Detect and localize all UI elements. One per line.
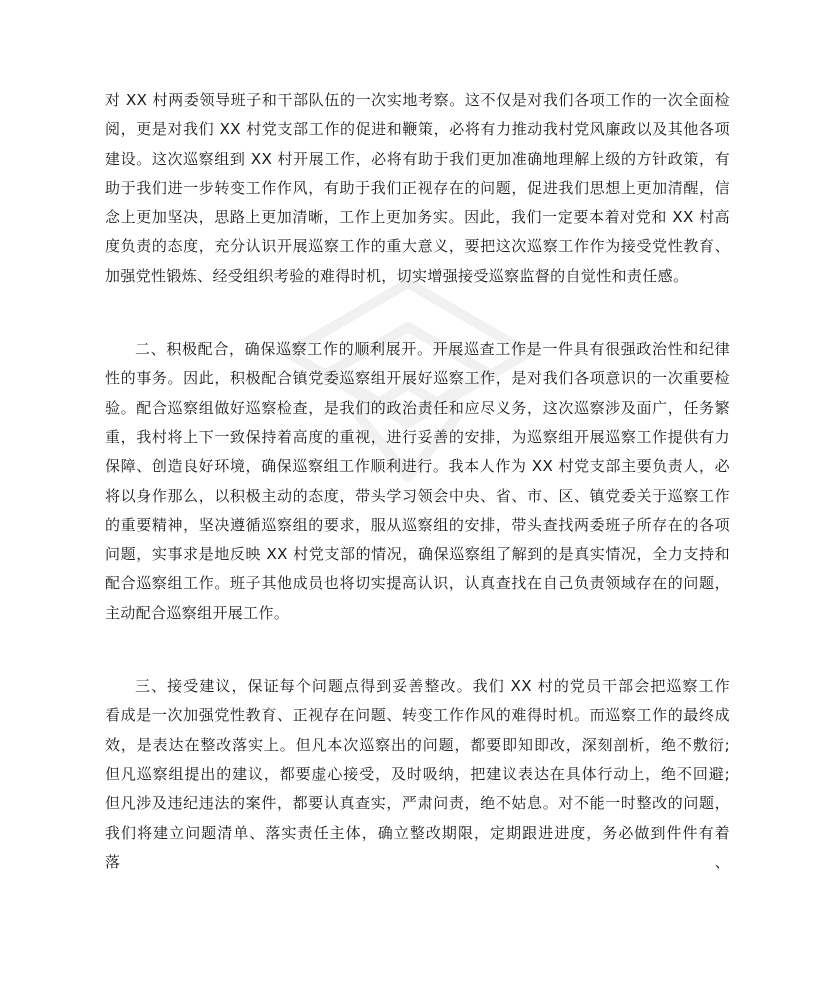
text-line: 的重要精神，坚决遵循巡察组的要求，服从巡察组的安排，带头查找两委班子所存在的各项 xyxy=(105,515,730,534)
text-line: 二、积极配合，确保巡察工作的顺利展开。开展巡查工作是一件具有很强政治性和纪律 xyxy=(135,340,730,359)
text-line: 将以身作那么，以积极主动的态度，带头学习领会中央、省、市、区、镇党委关于巡察工作 xyxy=(105,486,730,505)
text-line: 念上更加坚决，思路上更加清晰，工作上更加务实。因此，我们一定要本着对党和 XX 村高 xyxy=(105,208,730,227)
text-line: 配合巡察组工作。班子其他成员也将切实提高认识，认真查找在自己负责领域存在的问题， xyxy=(105,574,730,593)
text-line: 助于我们进一步转变工作作风，有助于我们正视存在的问题，促进我们思想上更加清醒，信 xyxy=(105,178,730,197)
text-line: 三、接受建议，保证每个问题点得到妥善整改。我们 XX 村的党员干部会把巡察工作 xyxy=(135,677,730,696)
text-line: 性的事务。因此，积极配合镇党委巡察组开展好巡察工作，是对我们各项意识的一次重要检 xyxy=(105,369,730,388)
text-line: 对 XX 村两委领导班子和干部队伍的一次实地考察。这不仅是对我们各项工作的一次全面检 xyxy=(105,91,730,109)
text-line: 验。配合巡察组做好巡察检查，是我们的政治责任和应尽义务，这次巡察涉及面广，任务繁 xyxy=(105,398,730,417)
text-line: 问题，实事求是地反映 XX 村党支部的情况，确保巡察组了解到的是真实情况，全力支持和 xyxy=(105,545,730,564)
paragraph-1 xyxy=(105,86,730,291)
text-line: 阅，更是对我们 XX 村党支部工作的促进和鞭策，必将有力推动我村党风廉政以及其他各项 xyxy=(105,120,730,139)
text-line: 我们将建立问题清单、落实责任主体，确立整改期限，定期跟进进度，务必做到件件有着落、 xyxy=(105,823,730,871)
text-line: 建设。这次巡察组到 XX 村开展工作，必将有助于我们更加准确地理解上级的方针政策，有 xyxy=(105,149,730,168)
paragraph-3-rectification xyxy=(105,672,730,877)
text-line: 度负责的态度，充分认识开展巡察工作的重大意义，要把这次巡察工作作为接受党性教育、 xyxy=(105,237,730,256)
text-line: 看成是一次加强党性教育、正视存在问题、转变工作作风的难得时机。而巡察工作的最终成 xyxy=(105,706,730,725)
text-line: 重，我村将上下一致保持着高度的重视，进行妥善的安排，为巡察组开展巡察工作提供有力 xyxy=(105,427,730,446)
text-line: 保障、创造良好环境，确保巡察组工作顺利进行。我本人作为 XX 村党支部主要负责人，必 xyxy=(105,457,730,476)
document-body xyxy=(105,86,730,877)
text-line: 主动配合巡察组开展工作。 xyxy=(105,603,290,622)
text-line: 效，是表达在整改落实上。但凡本次巡察出的问题，都要即知即改，深刻剖析，绝不敷衍; xyxy=(105,735,730,754)
text-line: 但凡巡察组提出的建议，都要虚心接受，及时吸纳，把建议表达在具体行动上，绝不回避; xyxy=(105,764,730,783)
text-line: 但凡涉及违纪违法的案件，都要认真查实，严肃问责，绝不姑息。对不能一时整改的问题， xyxy=(105,794,730,813)
text-line: 加强党性锻炼、经受组织考验的难得时机，切实增强接受巡察监督的自觉性和责任感。 xyxy=(105,266,689,285)
paragraph-2-cooperation xyxy=(105,335,730,628)
